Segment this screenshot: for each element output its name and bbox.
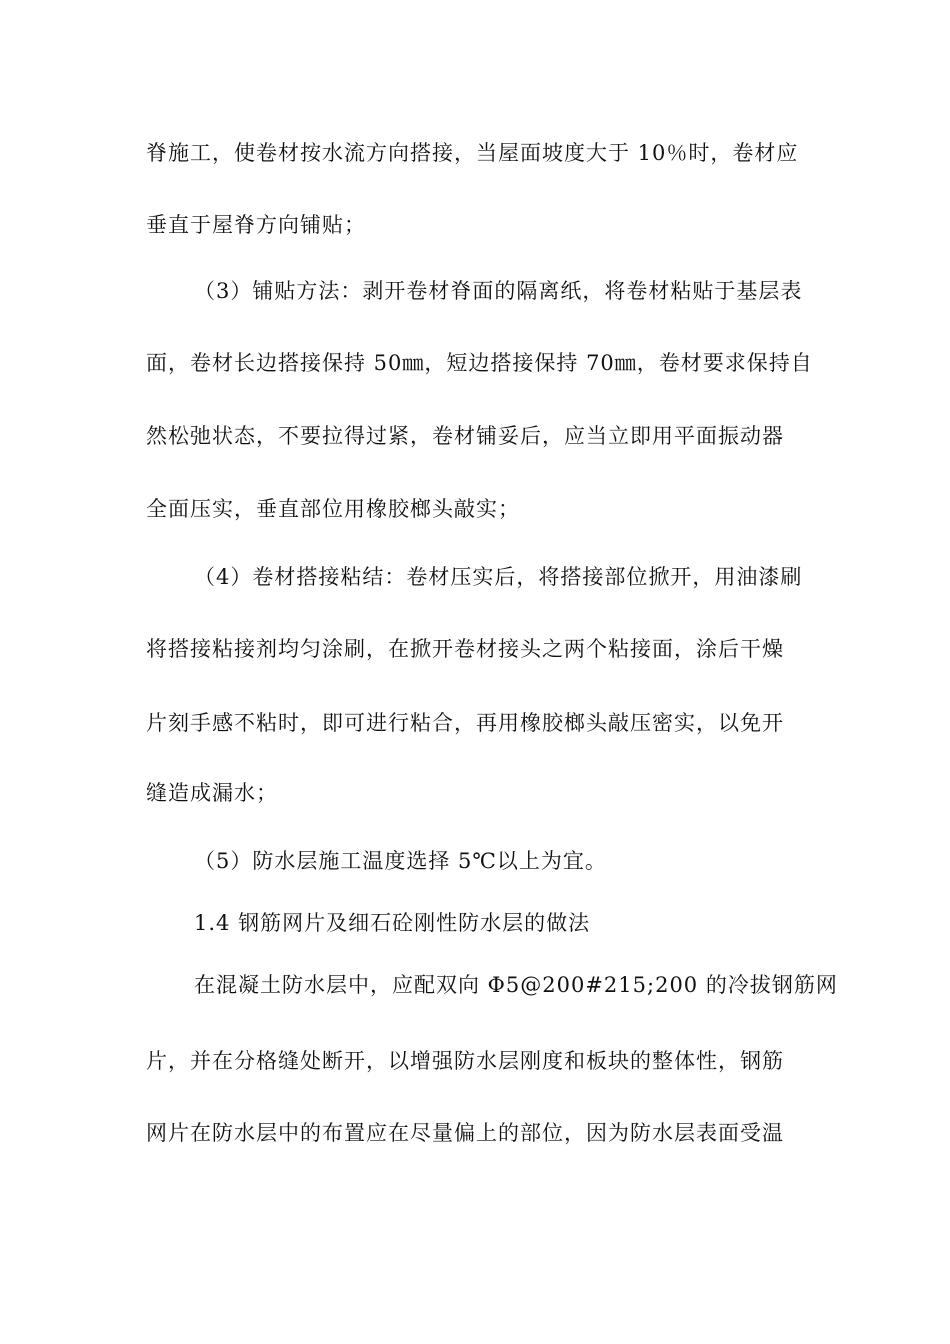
paragraph-3-line-2: 面，卷材长边搭接保持 50㎜，短边搭接保持 70㎜，卷材要求保持自 bbox=[146, 351, 813, 375]
paragraph-6-line-3: 网片在防水层中的布置应在尽量偏上的部位，因为防水层表面受温 bbox=[146, 1121, 784, 1145]
paragraph-3-line-3: 然松弛状态，不要拉得过紧，卷材铺妥后，应当立即用平面振动器 bbox=[146, 424, 784, 448]
paragraph-6-line-2: 片，并在分格缝处断开，以增强防水层刚度和板块的整体性，钢筋 bbox=[146, 1049, 784, 1073]
paragraph-6-line-1: 在混凝土防水层中，应配双向 Φ5@200#215;200 的冷拔钢筋网 bbox=[194, 973, 838, 997]
paragraph-3-line-4: 全面压实，垂直部位用橡胶榔头敲实； bbox=[146, 497, 520, 521]
paragraph-4-line-1: （4）卷材搭接粘结：卷材压实后，将搭接部位掀开，用油漆刷 bbox=[194, 565, 803, 589]
paragraph-4-line-3: 片刻手感不粘时，即可进行粘合，再用橡胶榔头敲压密实，以免开 bbox=[146, 711, 784, 735]
paragraph-4-line-2: 将搭接粘接剂均匀涂刷，在掀开卷材接头之两个粘接面，涂后干燥 bbox=[146, 637, 784, 661]
text-line-2: 垂直于屋脊方向铺贴； bbox=[146, 213, 366, 237]
paragraph-3-line-1: （3）铺贴方法：剥开卷材脊面的隔离纸，将卷材粘贴于基层表 bbox=[194, 279, 803, 303]
paragraph-4-line-4: 缝造成漏水； bbox=[146, 781, 278, 805]
text-line-1: 脊施工，使卷材按水流方向搭接，当屋面坡度大于 10％时，卷材应 bbox=[146, 141, 799, 165]
section-heading: 1.4 钢筋网片及细石砼刚性防水层的做法 bbox=[194, 911, 591, 935]
paragraph-5-line-1: （5）防水层施工温度选择 5℃以上为宜。 bbox=[194, 849, 607, 873]
